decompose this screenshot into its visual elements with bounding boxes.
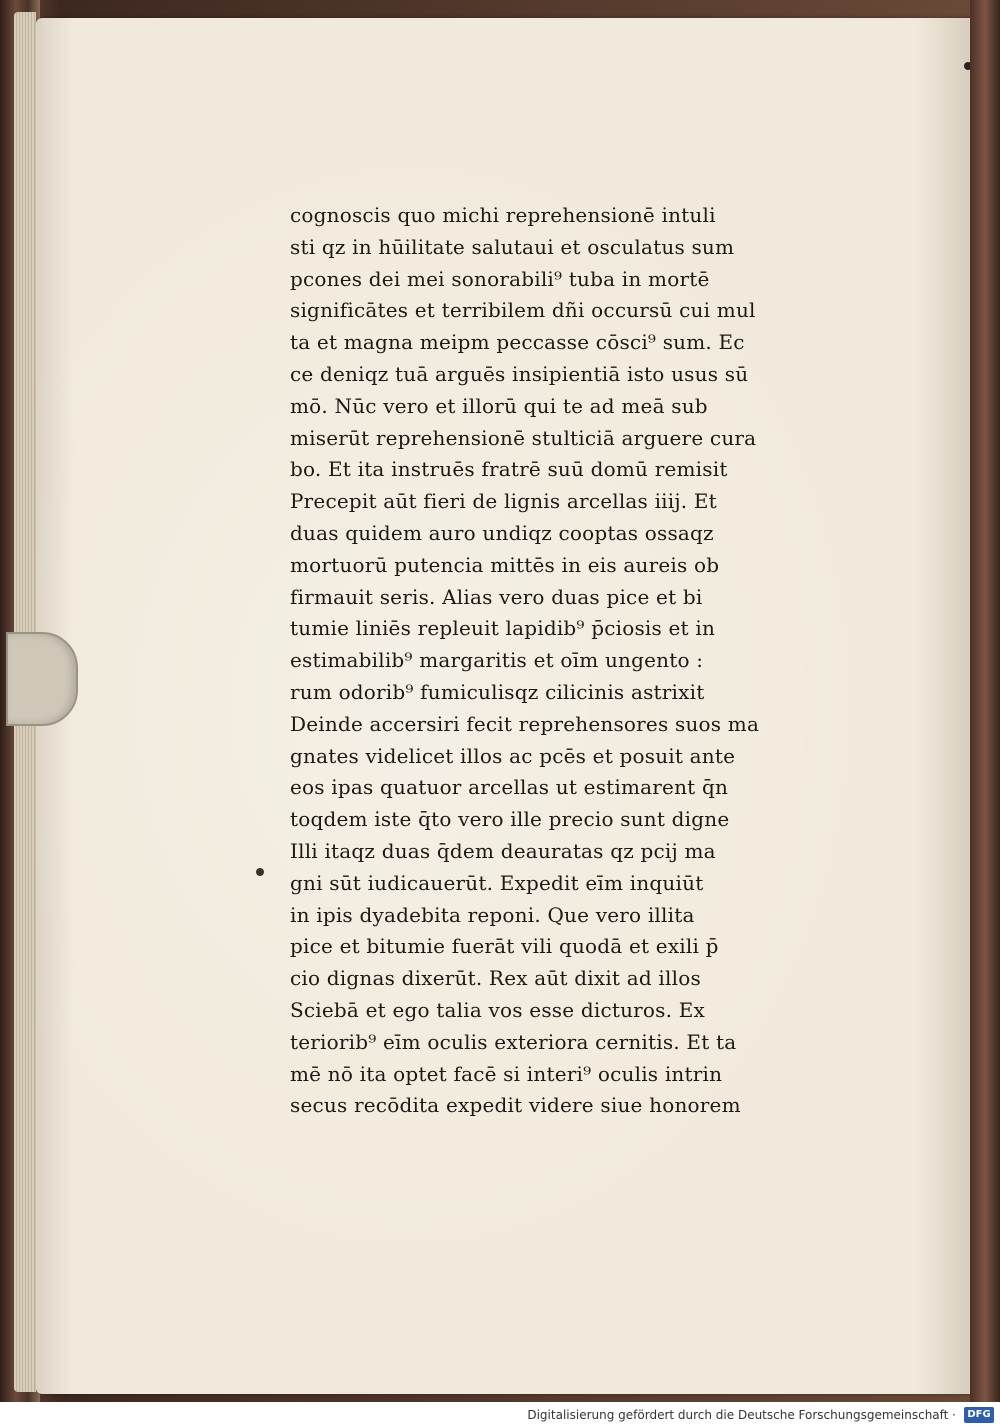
text-line: duas quidem auro undiqz cooptas ossaqz bbox=[290, 520, 714, 545]
text-line: Sciebā et ego talia vos esse dicturos. Ex bbox=[290, 997, 706, 1022]
text-line: ce deniqz tuā arguēs insipientiā isto usus sū bbox=[290, 361, 749, 386]
text-line: sti qz in hūilitate salutaui et osculatus sum bbox=[290, 234, 735, 259]
page-tab-marker bbox=[6, 632, 78, 726]
right-cover-edge bbox=[970, 0, 1000, 1426]
footer-bar bbox=[0, 1402, 1000, 1426]
text-line: bo. Et ita instruēs fratrē suū domū remisit bbox=[290, 457, 728, 482]
text-line: secus recōdita expedit videre siue honorem bbox=[290, 1093, 741, 1118]
text-line: miserūt reprehensionē stulticiā arguere cura bbox=[290, 425, 757, 450]
text-block bbox=[290, 200, 796, 1122]
text-line: Illi itaqz duas q̄dem deauratas qz pcij ma bbox=[290, 838, 716, 863]
text-line: pcones dei mei sonorabili⁹ tuba in mortē bbox=[290, 266, 710, 291]
text-line: eos ipas quatuor arcellas ut estimarent q̄n bbox=[290, 775, 729, 800]
text-line: cio dignas dixerūt. Rex aūt dixit ad illos bbox=[290, 966, 701, 991]
text-line: significātes et terribilem dñi occursū cui mul bbox=[290, 298, 756, 323]
text-line: estimabilib⁹ margaritis et oīm ungento : bbox=[290, 648, 704, 673]
text-line: teriorib⁹ eīm oculis exteriora cernitis. Et ta bbox=[290, 1029, 737, 1054]
text-line: ta et magna meipm peccasse cōsci⁹ sum. Ec bbox=[290, 330, 745, 355]
text-line: mō. Nūc vero et illorū qui te ad meā sub bbox=[290, 393, 708, 418]
text-line: gni sūt iudicauerūt. Expedit eīm inquiūt bbox=[290, 870, 704, 895]
text-line: mē nō ita optet facē si interi⁹ oculis intrin bbox=[290, 1061, 723, 1086]
stray-ink-mark bbox=[256, 868, 264, 876]
text-line: toqdem iste q̄to vero ille precio sunt digne bbox=[290, 807, 730, 832]
text-line: in ipis dyadebita reponi. Que vero illita bbox=[290, 902, 695, 927]
text-line: rum odorib⁹ fumiculisqz cilicinis astrixit bbox=[290, 679, 705, 704]
text-line: firmauit seris. Alias vero duas pice et bi bbox=[290, 584, 703, 609]
text-line: Deinde accersiri fecit reprehensores suos ma bbox=[290, 711, 760, 736]
footer-credit: Digitalisierung gefördert durch die Deutsche Forschungsgemeinschaft · bbox=[527, 1408, 956, 1422]
text-line: cognoscis quo michi reprehensionē intuli bbox=[290, 203, 716, 227]
text-line: pice et bitumie fuerāt vili quodā et exili p̄ bbox=[290, 934, 719, 959]
text-line: tumie liniēs repleuit lapidib⁹ p̄ciosis et in bbox=[290, 616, 716, 641]
text-line: Precepit aūt fieri de lignis arcellas iiij. Et bbox=[290, 489, 717, 514]
text-line: mortuorū putencia mittēs in eis aureis ob bbox=[290, 552, 720, 577]
dfg-logo: DFG bbox=[964, 1407, 994, 1423]
text-line: gnates videlicet illos ac pcēs et posuit ante bbox=[290, 743, 736, 768]
